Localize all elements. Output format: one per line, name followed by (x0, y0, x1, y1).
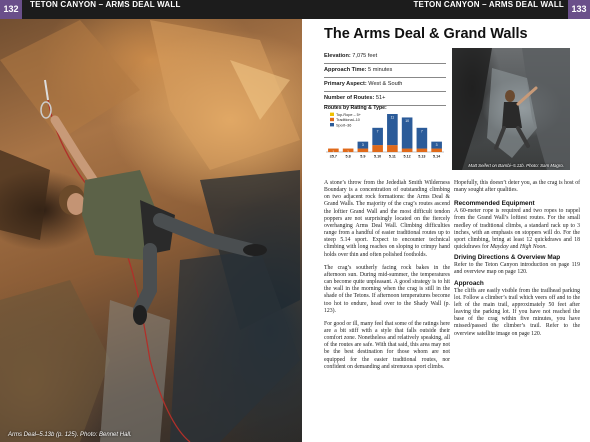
x-tick-label: 5.14 (433, 154, 441, 159)
side-photo (452, 48, 570, 170)
stat-number-of-routes: Number of Routes: 51+ (324, 92, 446, 106)
paragraph-equipment: A 60-meter rope is required and two ropes to rappel from the Grand Wall’s loftiest routes. For the small medley of traditional climbs, a standard rack up to 3 inches, with an emphasis on stoppers will do. For the sport climbing, bring at least 12 quickdraws and 18 quickdraws for Mayday and High Noon. (454, 208, 580, 251)
bar-value-label: 11 (390, 115, 395, 120)
stat-primary-aspect: Primary Aspect: West & South (324, 78, 446, 92)
stats-box (324, 50, 446, 106)
legend-swatch (330, 123, 334, 126)
text-column-right (454, 180, 580, 344)
bar-value-label: 7 (376, 129, 379, 134)
legend-label: Top-Rope – 5+ (336, 113, 362, 117)
paragraph-directions: Refer to the Teton Canyon introduction on page 119 and overview map on page 120. (454, 262, 580, 276)
left-photo-caption: Arms Deal–5.13b (p. 125). Photo: Bennet Hall. (8, 432, 132, 438)
paragraph-approach: The cliffs are easily visible from the trailhead parking lot. Follow a climber’s trail which veers off and to the left of the main trail, approximately 50 feet after leaving the parking lot. If you have not reached the base of the crag within five minutes, you have missed/passed the climber’s trail. Refer to the overview satellite image on page 120. (454, 287, 580, 337)
paragraph: The crag’s southerly facing rock bakes in the afternoon sun. During mid-summer, the temperatures can become quite unpleasant. A good strategy is to hit the wall in the morning when the crag is still in the shade of the Tetons. If afternoon temperatures become too hot to endure, head over to the Shady Wall (p. 123). (324, 264, 450, 314)
x-tick-label: 5.10 (374, 154, 382, 159)
stat-elevation: Elevation: 7,075 feet (324, 50, 446, 64)
bar-value-label: 3 (435, 143, 438, 148)
bar-segment (358, 149, 369, 152)
right-running-head: TETON CANYON – ARMS DEAL WALL (413, 0, 564, 9)
bar-value-label: 1 (332, 150, 335, 155)
bar-segment (417, 149, 428, 152)
x-tick-label: 5.9 (360, 154, 366, 159)
bar-segment (387, 145, 398, 152)
bar-segment (402, 149, 413, 152)
x-tick-label: ≤5.7 (329, 154, 337, 159)
right-page-number: 133 (568, 0, 590, 19)
text-column-left (324, 180, 450, 377)
legend-swatch (330, 118, 334, 121)
left-running-head: TETON CANYON – ARMS DEAL WALL (30, 0, 181, 9)
bar-segment (372, 145, 383, 152)
heading-equipment: Recommended Equipment (454, 200, 535, 208)
right-page (302, 0, 590, 442)
chart-title: Routes by Rating & Type: (324, 105, 387, 111)
bar-value-label: 3 (361, 143, 364, 148)
x-tick-label: 5.12 (403, 154, 411, 159)
heading-directions: Driving Directions & Overview Map (454, 254, 561, 262)
left-running-header (0, 0, 302, 19)
legend-label: Sport–36 (336, 123, 352, 128)
x-tick-label: 5.8 (345, 154, 351, 159)
bar-segment (431, 149, 442, 152)
right-running-header (302, 0, 590, 19)
side-photo-caption: Matt Seifert on Bambi–5.11b. Photo: Sam Magro. (468, 163, 564, 168)
bar-value-label: 7 (420, 129, 423, 134)
heading-approach: Approach (454, 279, 484, 287)
paragraph: For good or ill, many feel that some of the ratings here are a bit stiff with a style that falls outside their comfort zone. Nonetheless and relatively speaking, all of the routes are safe. With that said, this area may not be the best destination for those whom are not equipped for the easier traditional routes, nor confident on demanding and strenuous sport climbs. (324, 320, 450, 370)
bar-value-label: 1 (347, 150, 350, 155)
page-title: The Arms Deal & Grand Walls (324, 26, 528, 42)
stat-approach-time: Approach Time: 5 minutes (324, 64, 446, 78)
left-page-number: 132 (0, 0, 22, 19)
legend-swatch (330, 113, 334, 116)
routes-chart (324, 104, 446, 162)
paragraph-intro: Hopefully, this doesn’t deter you, as the crag is host of many sought after qualities. (454, 180, 580, 194)
x-tick-label: 5.13 (418, 154, 426, 159)
legend-label: Traditional–10 (336, 118, 360, 123)
paragraph: A stone’s throw from the Jedediah Smith Wilderness Boundary is a concentration of outstanding climbing on two adjacent rock formations: the Arms Deal & Grand Walls. The majority of the crag’s routes ascend the loftier Grand Wall and the most difficult tendon poppers are not surprisingly located on the fiercely overhanging Arms Deal Wall. Climbing difficulties range from a handful of easier traditional routes up to steep 5.14 sport. Expect to encounter technical climbing with long reaches on sloping to crimpy hand holds over thin and often polished footholds. (324, 180, 450, 258)
x-tick-label: 5.11 (388, 154, 396, 159)
bar-value-label: 10 (405, 118, 410, 123)
